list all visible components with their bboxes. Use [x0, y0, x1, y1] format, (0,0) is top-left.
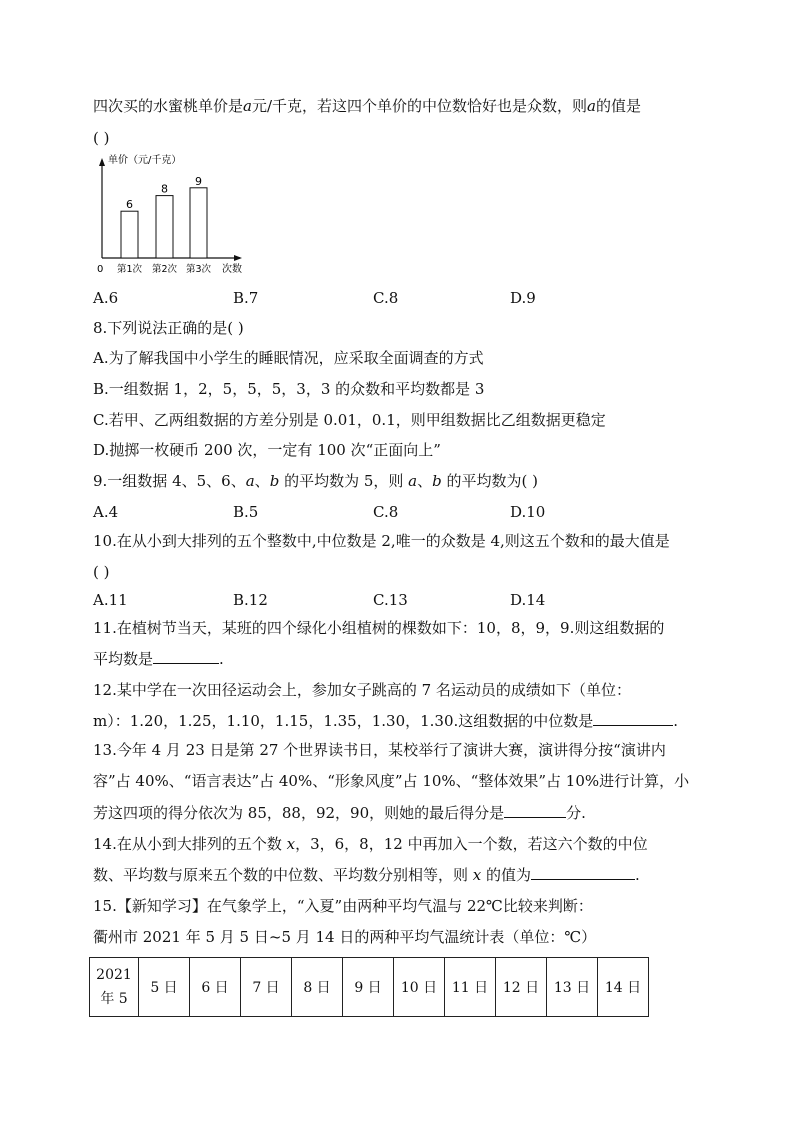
q14-answer-blank[interactable]: [531, 864, 635, 880]
table-cell-day: 8 日: [292, 958, 343, 1017]
q10-stem: 10.在从小到大排列的五个整数中,中位数是 2,唯一的众数是 4,则这五个数和的最大值是: [93, 532, 670, 550]
q15-stem-line2: 衢州市 2021 年 5 月 5 日~5 月 14 日的两种平均气温统计表（单位：℃）: [93, 928, 597, 946]
q8-stem: 8.下列说法正确的是( ): [93, 319, 244, 337]
y-axis-label: 单价（元/千克）: [108, 155, 182, 166]
q12-stem-line2: m）：1.20，1.25，1.10，1.15，1.35，1.30，1.30.这组数据的中位数是 .: [93, 712, 679, 730]
q13-stem-line1: 13.今年 4 月 23 日是第 27 个世界读书日，某校举行了演讲大赛，演讲得分按“演讲内: [93, 741, 666, 759]
bar-value-label: 8: [161, 182, 168, 196]
q10-answer-paren: ( ): [93, 563, 110, 581]
table-header-cell: 2021 年 5: [90, 958, 139, 1017]
q10-option-c[interactable]: C.13: [373, 591, 408, 609]
q7-answer-paren: ( ): [93, 129, 110, 147]
q8-option-d[interactable]: D.抛掷一枚硬币 200 次，一定有 100 次“正面向上”: [93, 441, 441, 459]
bar: [190, 188, 207, 258]
q9-option-a[interactable]: A.4: [93, 503, 119, 521]
temperature-table: [89, 957, 649, 1017]
category-tick-label: 第1次: [116, 264, 143, 275]
q9-option-b[interactable]: B.5: [233, 503, 259, 521]
table-cell-day: 14 日: [598, 958, 649, 1017]
q7-option-d[interactable]: D.9: [510, 289, 536, 307]
table-cell-day: 5 日: [139, 958, 190, 1017]
unit-price-bar-chart: [92, 150, 262, 280]
table-cell-day: 13 日: [547, 958, 598, 1017]
table-cell-day: 7 日: [241, 958, 292, 1017]
q10-option-a[interactable]: A.11: [93, 591, 128, 609]
x-axis-arrow: [234, 255, 242, 261]
q13-stem-line3: 芳这四项的得分依次为 85，88，92，90，则她的最后得分是 分.: [93, 804, 586, 822]
y-axis-arrow: [99, 158, 105, 166]
category-tick-label: 第2次: [151, 264, 178, 275]
q7-option-b[interactable]: B.7: [233, 289, 259, 307]
q8-option-c[interactable]: C.若甲、乙两组数据的方差分别是 0.01，0.1，则甲组数据比乙组数据更稳定: [93, 411, 606, 429]
q15-stem-line1: 15.【新知学习】在气象学上，“入夏”由两种平均气温与 22℃比较来判断：: [93, 897, 593, 915]
q10-option-d[interactable]: D.14: [510, 591, 546, 609]
q7-option-a[interactable]: A.6: [93, 289, 119, 307]
q12-stem-line1: 12.某中学在一次田径运动会上，参加女子跳高的 7 名运动员的成绩如下（单位：: [93, 681, 631, 699]
x-axis-label: 次数: [222, 264, 242, 275]
q11-answer-blank[interactable]: [153, 648, 219, 664]
q7-stem: 四次买的水蜜桃单价是a元/千克，若这四个单价的中位数恰好也是众数，则a的值是: [93, 97, 641, 115]
table-cell-day: 9 日: [343, 958, 394, 1017]
category-tick-label: 第3次: [185, 264, 212, 275]
q13-stem-line2: 容”占 40%、“语言表达”占 40%、“形象风度”占 10%、“整体效果”占 10%进行计算，小: [93, 772, 690, 790]
q14-stem-line2: 数、平均数与原来五个数的中位数、平均数分别相等，则 x 的值为 .: [93, 866, 640, 884]
q12-answer-blank[interactable]: [593, 710, 673, 726]
bar-value-label: 6: [126, 198, 133, 212]
table-row: [90, 958, 649, 1017]
table-cell-day: 10 日: [394, 958, 445, 1017]
bar: [156, 196, 173, 258]
q10-option-b[interactable]: B.12: [233, 591, 268, 609]
bar-value-label: 9: [195, 174, 202, 188]
table-cell-day: 6 日: [190, 958, 241, 1017]
q9-option-c[interactable]: C.8: [373, 503, 399, 521]
q11-stem-line2: 平均数是 .: [93, 650, 224, 668]
q14-stem-line1: 14.在从小到大排列的五个数 x，3，6，8，12 中再加入一个数，若这六个数的中位: [93, 835, 648, 853]
bar: [121, 211, 138, 258]
q8-option-b[interactable]: B.一组数据 1，2，5，5，5，3，3 的众数和平均数都是 3: [93, 380, 485, 398]
q9-stem: 9.一组数据 4、5、6、a、b 的平均数为 5，则 a、b 的平均数为( ): [93, 472, 538, 490]
q7-option-c[interactable]: C.8: [373, 289, 399, 307]
table-cell-day: 12 日: [496, 958, 547, 1017]
q11-stem-line1: 11.在植树节当天，某班的四个绿化小组植树的棵数如下：10，8，9，9.则这组数据的: [93, 619, 665, 637]
origin-label: 0: [97, 264, 104, 275]
q8-option-a[interactable]: A.为了解我国中小学生的睡眠情况，应采取全面调查的方式: [93, 349, 484, 367]
table-cell-day: 11 日: [445, 958, 496, 1017]
q9-option-d[interactable]: D.10: [510, 503, 546, 521]
q13-answer-blank[interactable]: [504, 802, 566, 818]
